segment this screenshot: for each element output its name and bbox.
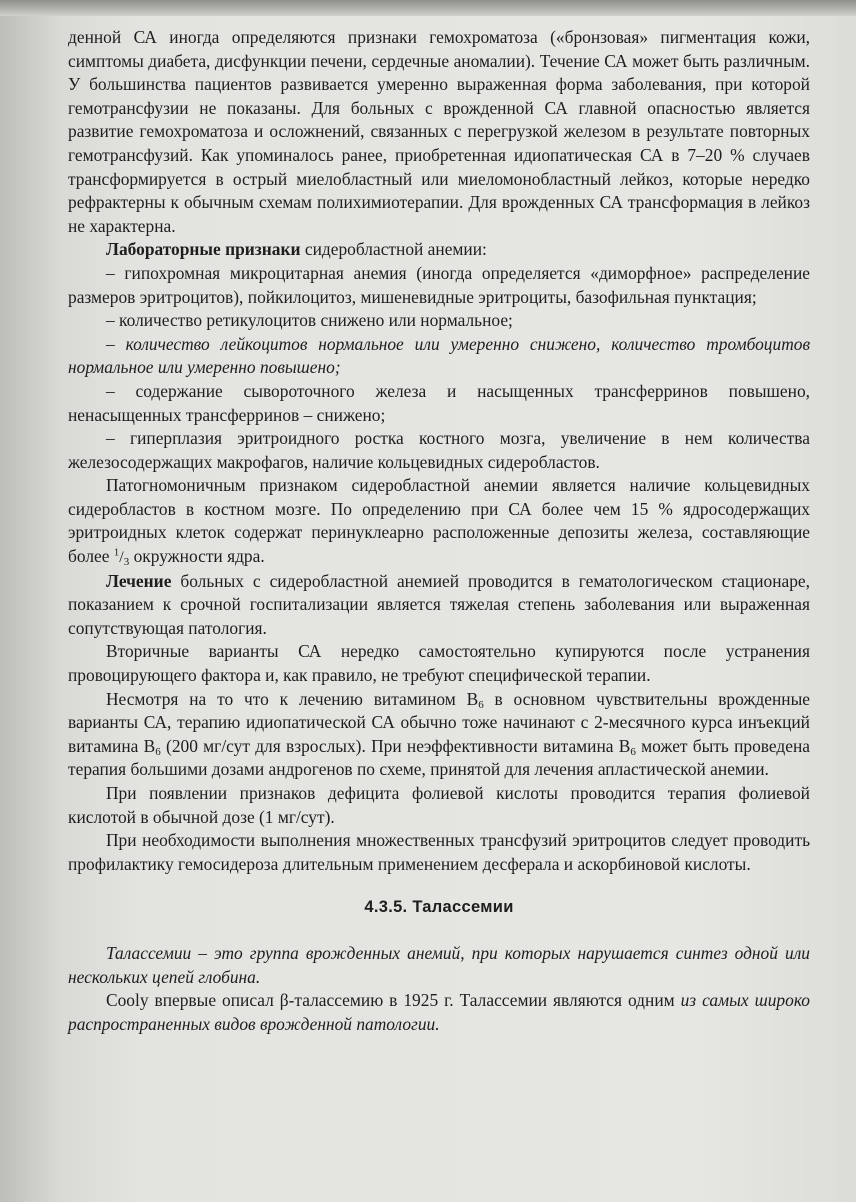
- paragraph-pathognomonic: [68, 474, 810, 569]
- b6-text-2: в основном чувствительны врожденные варианты СА, терапию идиопатической СА обычно тоже начинают с 2-месячного курса инъекций витамина B: [68, 688, 810, 756]
- lab-signs-rest: сидеробластной анемии:: [300, 239, 487, 260]
- cooly-text-1: Cooly впервые описал β-талассемию в 1925 г. Талассемии являются одним: [106, 990, 681, 1011]
- list-item-reticulocytes: – количество ретикулоцитов снижено или нормальное;: [106, 310, 513, 331]
- paragraph-lab-signs-intro: [68, 238, 810, 262]
- paragraph-treatment: [68, 570, 810, 641]
- thalassemia-definition-text: Талассемии – это группа врожденных анемий, при которых нарушается синтез одной или нескольких цепей глобина.: [68, 942, 810, 987]
- fraction-numerator: 1: [113, 546, 120, 559]
- b6-text-1: Несмотря на то что к лечению витамином B: [106, 688, 479, 709]
- fraction-one-third: $^1/_3$: [113, 546, 130, 569]
- b6-text-3: (200 мг/сут для взрослых). При неэффективности витамина B: [160, 735, 631, 756]
- paragraph-cooly: [68, 989, 810, 1036]
- lab-signs-title: Лабораторные признаки: [106, 239, 301, 260]
- list-item-iron: – содержание сывороточного железа и насыщенных трансферринов повышено, ненасыщенных трансферринов – снижено;: [68, 380, 810, 425]
- b6-subscript-3: 6: [630, 745, 636, 758]
- treatment-title: Лечение: [106, 570, 172, 591]
- paragraph-transfusions: При необходимости выполнения множественных трансфузий эритроцитов следует проводить профилактику гемосидероза длительным применением десферала и аскорбиновой кислоты.: [68, 830, 810, 874]
- fraction-denominator: 3: [123, 556, 130, 569]
- body-text: [68, 26, 810, 1036]
- list-item-anemia: – гипохромная микроцитарная анемия (иногда определяется «диморфное» распределение размеров эритроцитов), пойкилоцитоз, мишеневидные эритроциты, базофильная пунктация;: [68, 262, 810, 307]
- paragraph-vitamin-b6: [68, 688, 810, 782]
- section-heading-thalassemia: 4.3.5. Талассемии: [364, 898, 514, 917]
- b6-text-4: может быть проведена терапия большими дозами андрогенов по схеме, принятой для лечения апластической анемии.: [68, 735, 810, 780]
- paragraph-hemochromatosis: денной СА иногда определяются признаки гемохроматоза («бронзовая» пигментация кожи, симптомы диабета, дисфункции печени, сердечные аномалии). Течение СА может быть различным. У большинства пациентов развивается умеренно выраженная форма заболевания, при которой гемотрансфузии не показаны. Для больных с врожденной СА главной опасностью является развитие гемохроматоза и осложнений, связанных с перегрузкой железом в результате повторных гемотрансфузий. Как упоминалось ранее, приобретенная идиопатическая СА в 7–20 % случаев трансформируется в острый миелобластный или миеломонобластный лейкоз, которые нередко рефрактерны к обычным схемам полихимиотерапии. Для врожденных СА трансформация в лейкоз не характерна.: [68, 27, 810, 236]
- pathognomonic-text-a: Патогномоничным признаком сидеробластной анемии является наличие кольцевидных сидеробластов в костном мозге. По определению при СА более чем 15 % ядросодержащих эритроидных клеток содержат перинуклеарно расположенные депозиты железа, составляющие более: [68, 475, 810, 567]
- paragraph-folic-acid: При появлении признаков дефицита фолиевой кислоты проводится терапия фолиевой кислотой в обычной дозе (1 мг/сут).: [68, 783, 810, 827]
- list-item-leukocytes: [68, 333, 810, 380]
- paragraph-thalassemia-definition: [68, 942, 810, 989]
- pathognomonic-text-b: окружности ядра.: [129, 546, 265, 567]
- list-item-leukocytes-text: – количество лейкоцитов нормальное или умеренно снижено, количество тромбоцитов нормальное или умеренно повышено;: [68, 333, 810, 378]
- b6-subscript-1: 6: [478, 698, 484, 711]
- paragraph-secondary-variants: Вторичные варианты СА нередко самостоятельно купируются после устранения провоцирующего фактора и, как правило, не требуют специфической терапии.: [68, 641, 810, 686]
- b6-subscript-2: 6: [155, 745, 161, 758]
- page-top-edge: [0, 0, 856, 16]
- treatment-rest: больных с сидеробластной анемией проводится в гематологическом стационаре, показанием к срочной госпитализации является тяжелая степень заболевания или выраженная сопутствующая патология.: [68, 570, 810, 638]
- cooly-text-2: из самых широко распространенных видов врожденной патологии.: [68, 990, 810, 1034]
- list-item-marrow: – гиперплазия эритроидного ростка костного мозга, увеличение в нем количества железосодержащих макрофагов, наличие кольцевидных сидеробластов.: [68, 428, 810, 472]
